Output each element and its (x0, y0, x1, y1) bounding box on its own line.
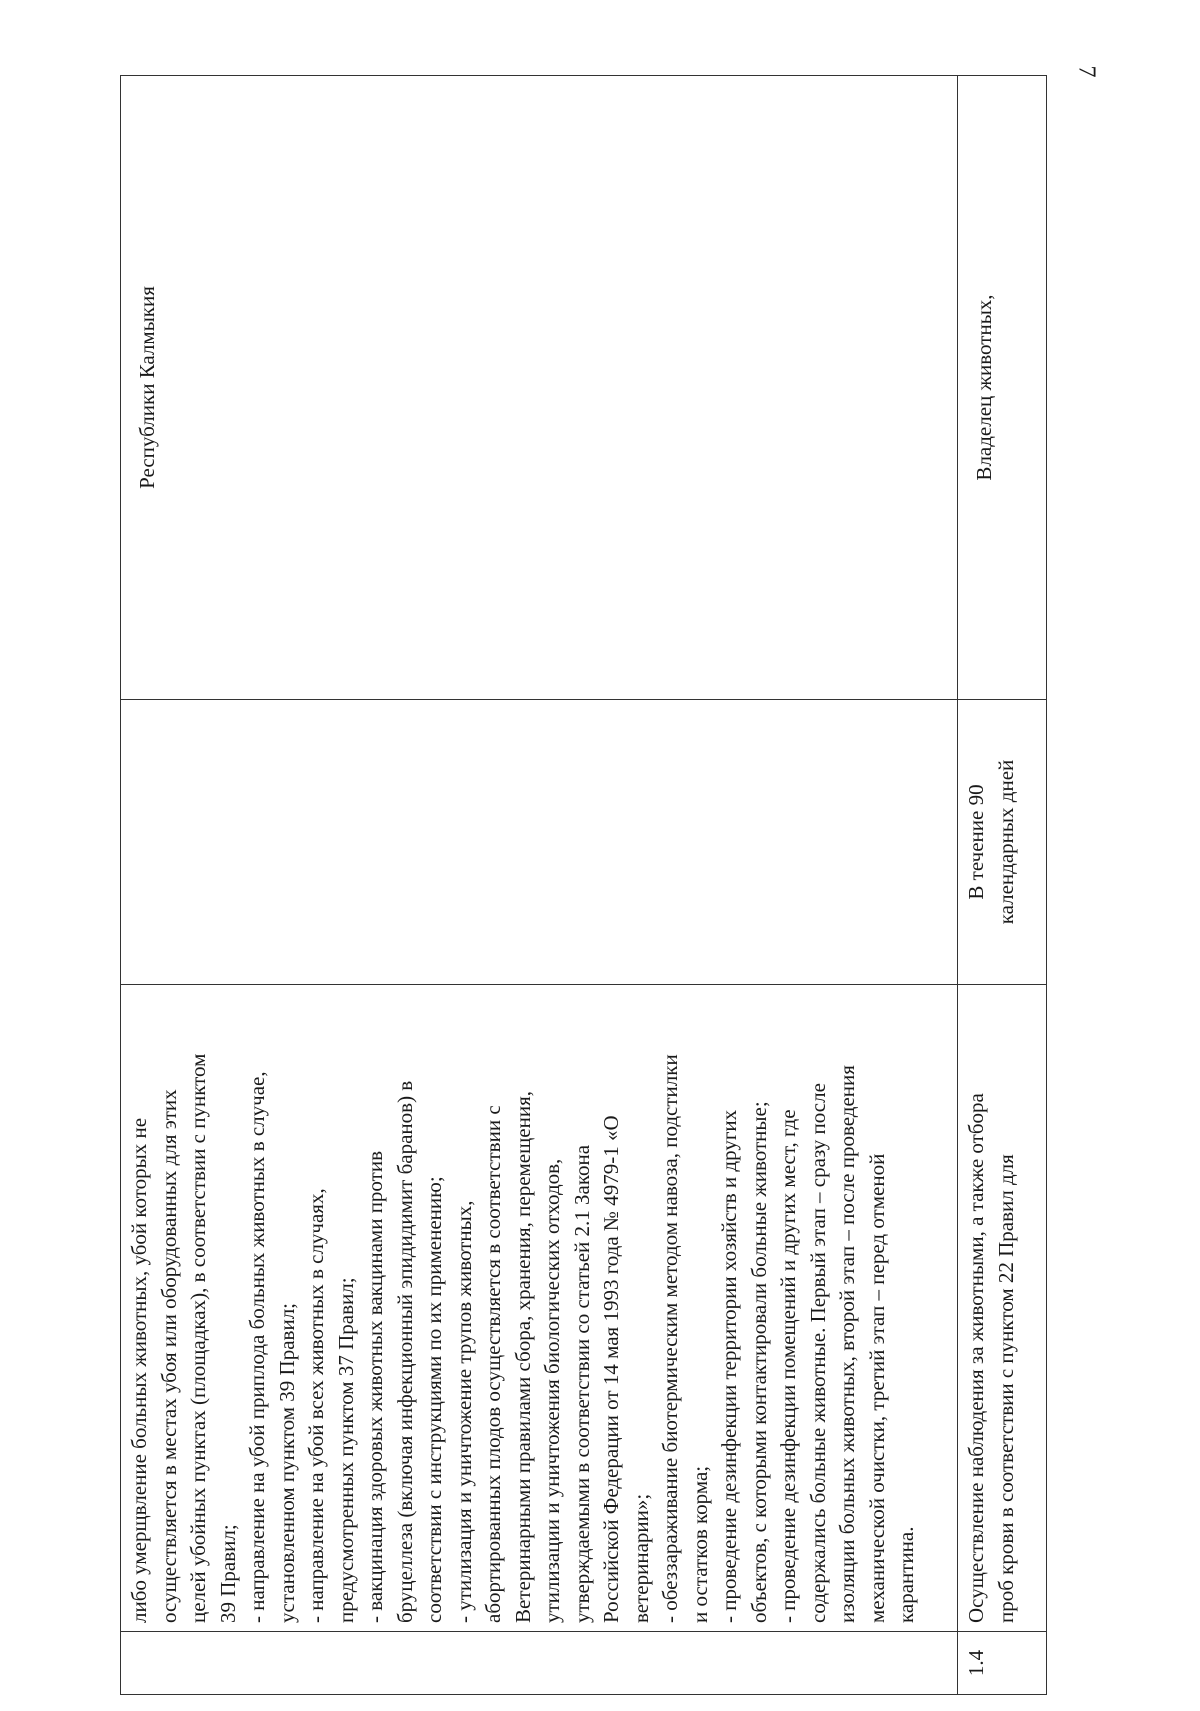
text-line: календарных дней (993, 759, 1018, 925)
text-line: Ветеринарными правилами сбора, хранения, перемещения, (510, 1090, 535, 1623)
text-line: В течение 90 (964, 784, 988, 900)
page-number: 7 (1073, 65, 1100, 78)
row-number-cell: 1.4 (958, 1632, 1047, 1695)
text-line: целей убойных пунктах (площадках), в соответствии с пунктом (186, 1053, 210, 1623)
text-line: изоляции больных животных, второй этап – после проведения (835, 1065, 859, 1623)
text-line: содержались больные животные. Первый этап – сразу после (805, 1083, 830, 1623)
text-line: осуществляется в местах убоя или оборудованных для этих (156, 1089, 181, 1623)
text-line: Осуществление наблюдения за животными, а также отбора (964, 1093, 988, 1623)
text-line: соответствии с инструкциями по их применению; (422, 1176, 446, 1623)
text-line: - вакцинация здоровых животных вакцинами против (363, 1151, 387, 1623)
term-cell (121, 700, 958, 985)
action-cell (121, 985, 958, 1632)
text-line: 39 Правил; (215, 1524, 240, 1623)
row-number-cell (121, 1632, 958, 1695)
table-row (121, 76, 958, 1695)
term-cell (958, 700, 1047, 985)
text-line: - направление на убой всех животных в случаях, (304, 1188, 328, 1623)
text-line: и остатков корма; (687, 1465, 712, 1623)
text-line: утверждаемыми в соответствии со статьей 2.1 Закона (569, 1144, 594, 1623)
rotated-table-container (120, 75, 1040, 1695)
text-line: - проведение дезинфекции территории хозяйств и других (717, 1109, 741, 1623)
responsible-text: Республики Калмыкия (135, 286, 159, 489)
action-cell (958, 985, 1047, 1632)
text-line: либо умерщвление больных животных, убой которых не (127, 1117, 151, 1623)
text-line: - утилизация и уничтожение трупов животных, (451, 1200, 476, 1623)
text-line: проб крови в соответствии с пунктом 22 Правил для (993, 1154, 1018, 1623)
text-line: утилизации и уничтожения биологических отходов, (540, 1158, 564, 1623)
text-line: карантина. (894, 1526, 918, 1623)
text-line: установленном пунктом 39 Правил; (274, 1302, 299, 1623)
text-line: - направление на убой приплода больных животных в случае, (245, 1071, 269, 1623)
text-line: абортированных плодов осуществляется в соответствии с (481, 1105, 505, 1623)
text-line: - обеззараживание биотермическим методом навоза, подстилки (658, 1054, 682, 1623)
measures-table (120, 75, 1047, 1695)
responsible-cell (121, 76, 958, 700)
text-line: бруцеллеза (включая инфекционный эпидидимит баранов) в (392, 1080, 417, 1623)
text-line: - проведение дезинфекции помещений и других мест, где (776, 1109, 800, 1623)
table-row (958, 76, 1047, 1695)
responsible-text: Владелец животных, (972, 294, 996, 481)
text-line: объектов, с которыми контактировали больные животные; (746, 1101, 771, 1623)
text-line: ветеринарии»; (628, 1493, 653, 1623)
text-line: Российской Федерации от 14 мая 1993 года № 4979-1 «О (599, 1115, 623, 1623)
responsible-cell (958, 76, 1047, 700)
text-line: механической очистки, третий этап – перед отменой (864, 1153, 889, 1623)
text-line: предусмотренных пунктом 37 Правил; (333, 1277, 358, 1623)
